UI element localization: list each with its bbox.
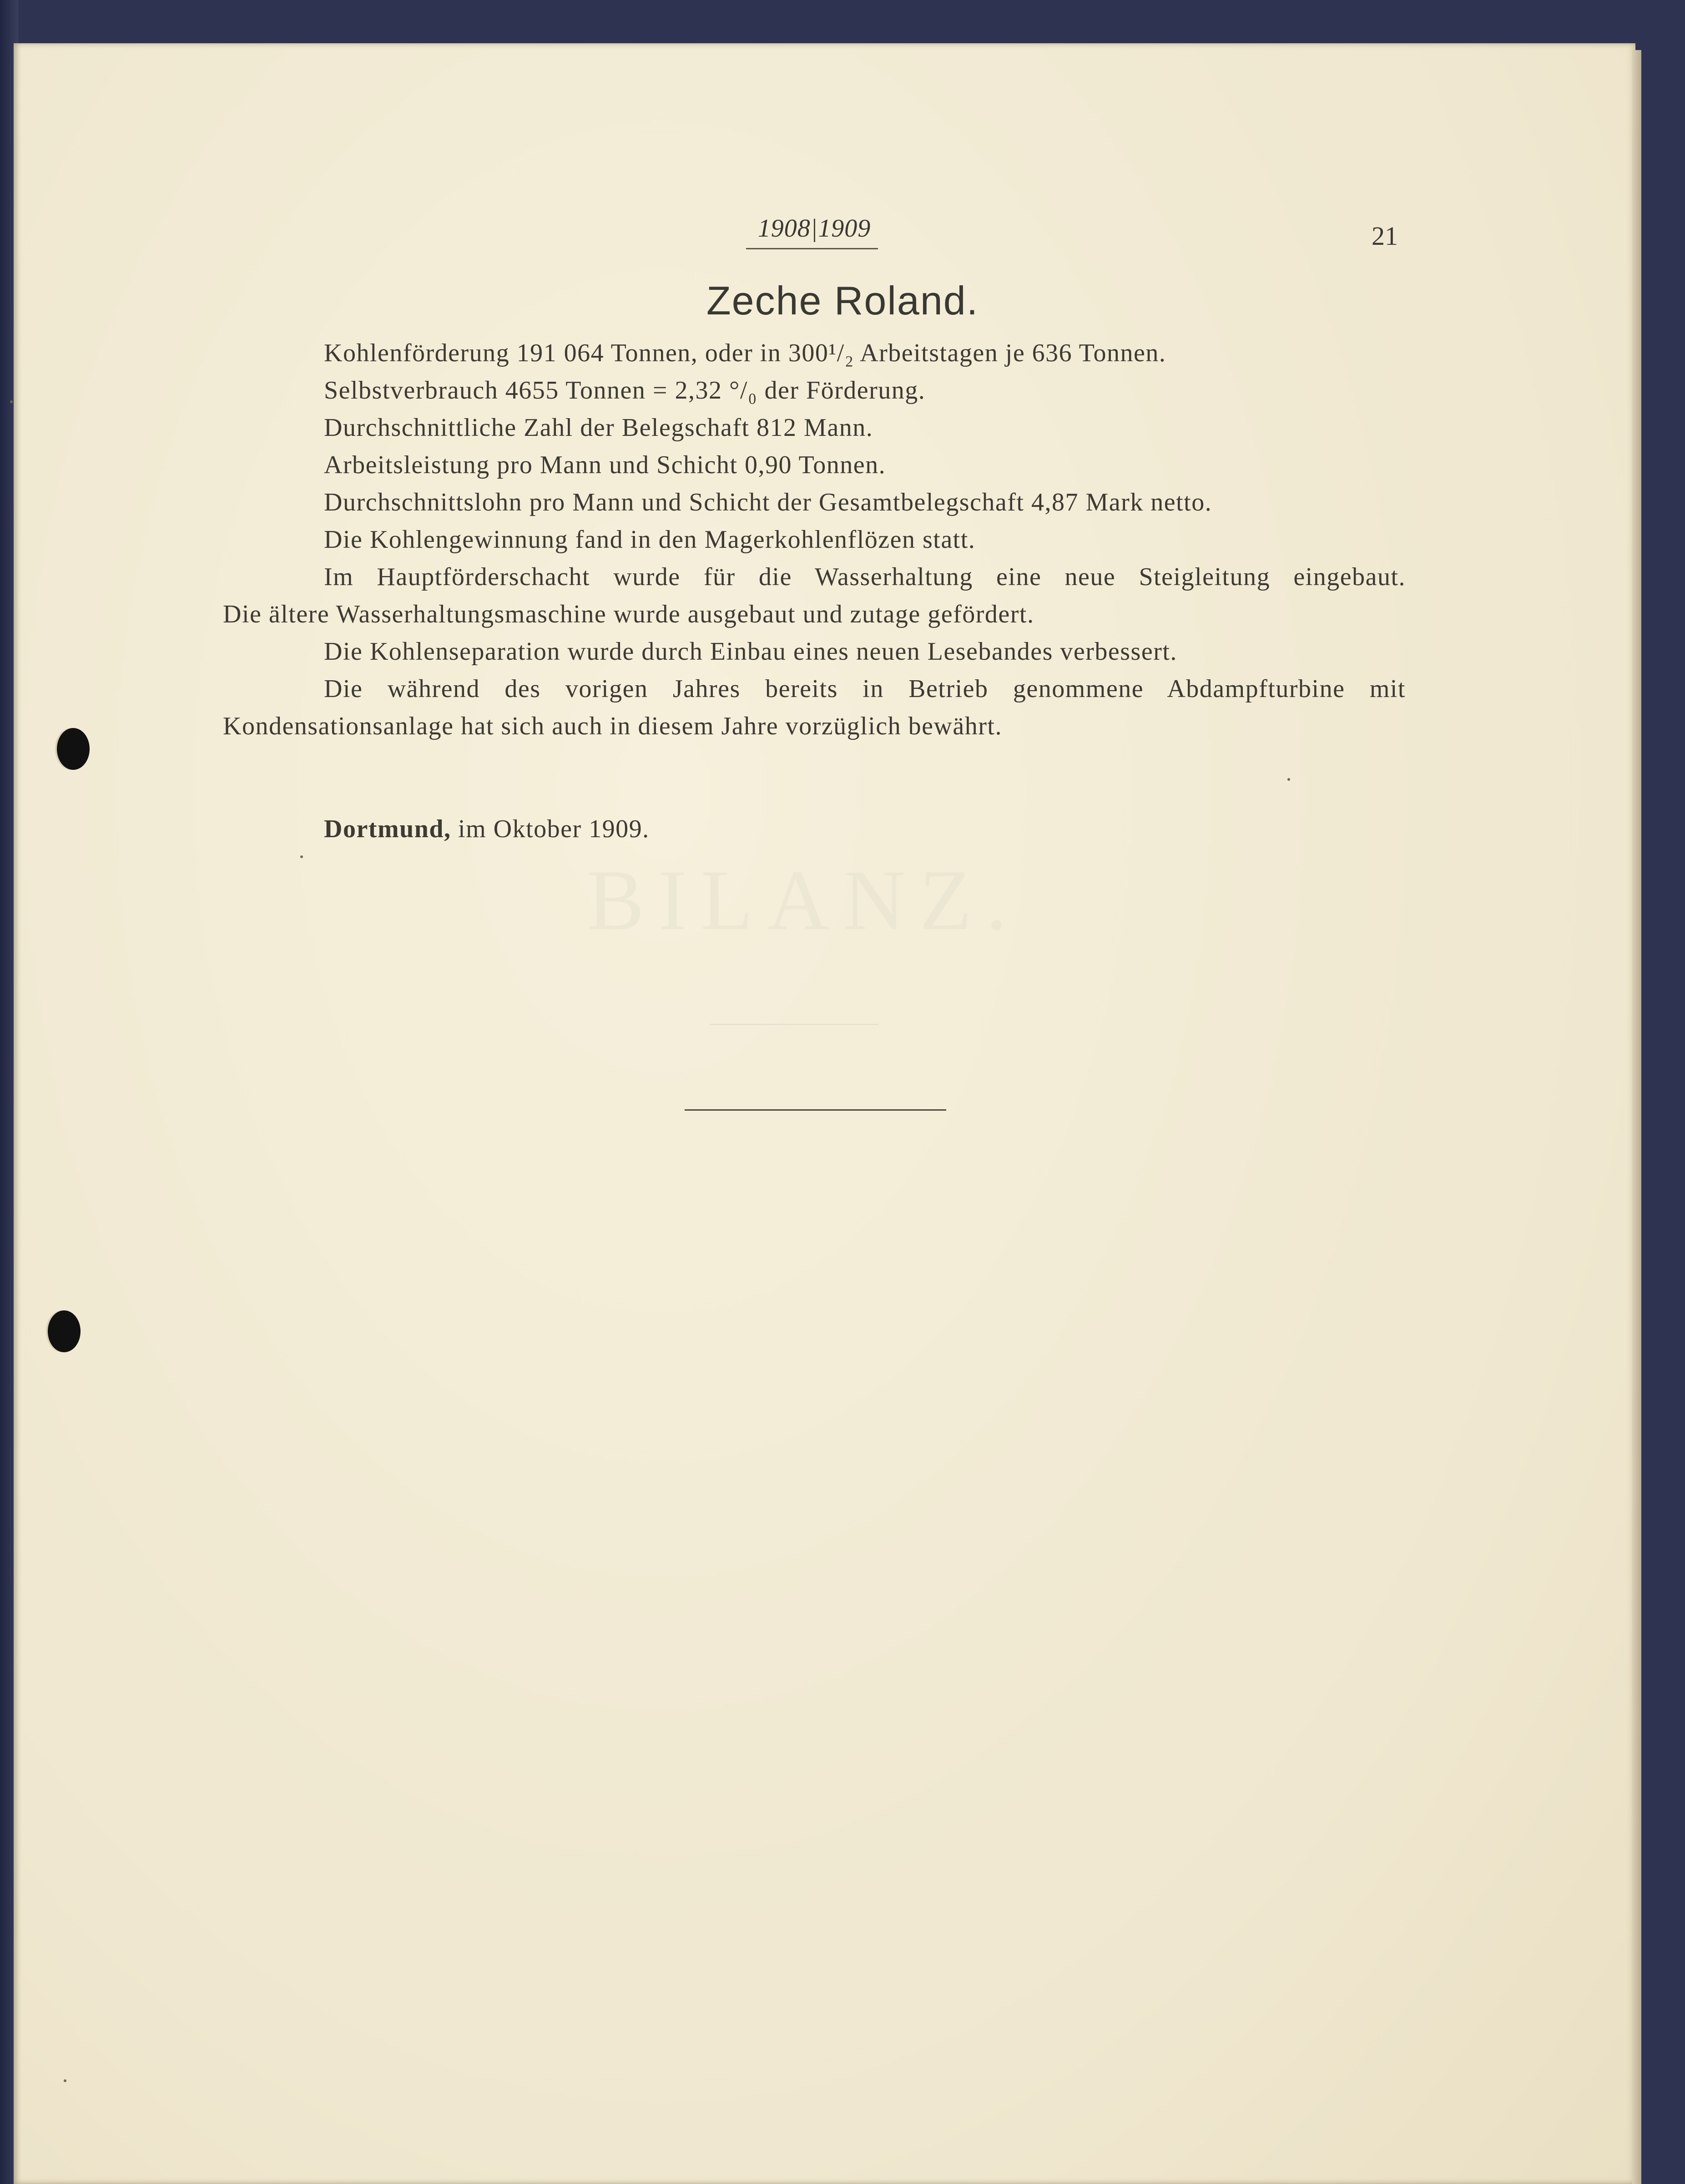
punch-hole-bottom xyxy=(48,1310,81,1352)
report-body xyxy=(223,334,1406,745)
paragraph-coal-output: Kohlenförderung 191 064 Tonnen, oder in 300¹/₂ Arbeitstagen je 636 Tonnen. xyxy=(324,339,1166,367)
show-through-text: BILANZ. xyxy=(587,853,1021,948)
signoff-place: Dortmund, xyxy=(324,815,451,843)
paragraph-workforce: Durchschnittliche Zahl der Belegschaft 812 Mann. xyxy=(324,414,873,442)
scan-speck xyxy=(1287,778,1290,781)
punch-hole-top xyxy=(57,728,90,770)
signoff-date: im Oktober 1909. xyxy=(451,815,650,843)
page-right-edge xyxy=(1632,50,1641,2184)
signoff xyxy=(324,814,650,844)
section-title: Zeche Roland. xyxy=(706,278,979,323)
scan-speck xyxy=(10,400,13,403)
paragraph-average-wage: Durchschnittslohn pro Mann und Schicht der Gesamtbelegschaft 4,87 Mark netto. xyxy=(324,488,1212,516)
paragraph-turbine-line1: Die während des vorigen Jahres bereits in Betrieb genommene Abdampfturbine mit xyxy=(324,675,1406,703)
closing-rule xyxy=(685,1109,946,1111)
page-number: 21 xyxy=(1372,221,1398,251)
running-head: 1908|1909 xyxy=(757,214,871,243)
paragraph-shaft-line1: Im Hauptförderschacht wurde für die Wasserhaltung eine neue Steigleitung eingebaut. xyxy=(324,563,1406,591)
scan-speck xyxy=(64,2079,66,2082)
paragraph-shaft-line2: Die ältere Wasserhaltungsmaschine wurde ausgebaut und zutage gefördert. xyxy=(223,600,1034,628)
running-head-rule xyxy=(746,248,878,249)
show-through-rule xyxy=(710,1024,878,1025)
scan-speck xyxy=(300,855,303,858)
paragraph-separation: Die Kohlenseparation wurde durch Einbau eines neuen Lesebandes verbessert. xyxy=(324,637,1177,666)
paragraph-own-consumption: Selbstverbrauch 4655 Tonnen = 2,32 °/₀ der Förderung. xyxy=(324,376,926,404)
paragraph-turbine-line2: Kondensationsanlage hat sich auch in diesem Jahre vorzüglich bewährt. xyxy=(223,712,1002,740)
paragraph-output-per-shift: Arbeitsleistung pro Mann und Schicht 0,90 Tonnen. xyxy=(324,451,886,479)
paragraph-coal-seams: Die Kohlengewinnung fand in den Magerkohlenflözen statt. xyxy=(324,526,976,554)
